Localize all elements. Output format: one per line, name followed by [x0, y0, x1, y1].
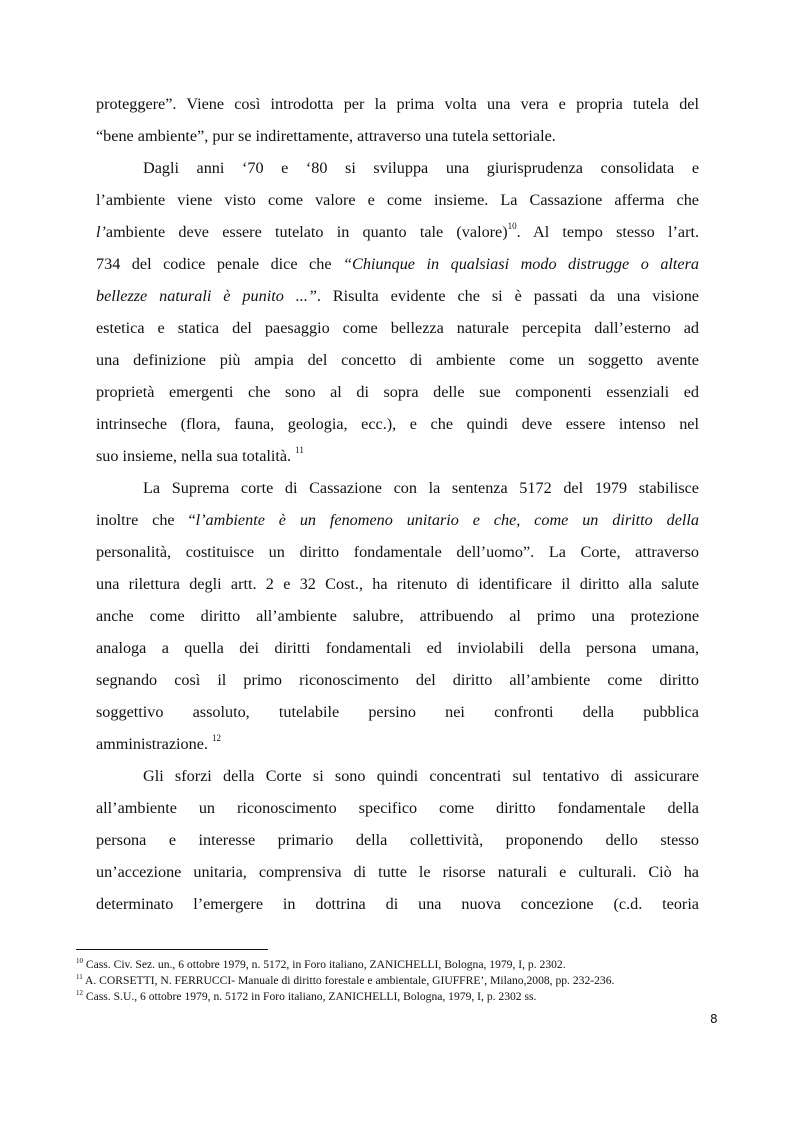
text-line: intrinseche (flora, fauna, geologia, ecc.), e che quindi deve essere intenso nel [96, 415, 699, 433]
footnote-10: $^{10}$ Cass. Civ. Sez. un., 6 ottobre 1979, n. 5172, in Foro italiano, ZANICHELLI, Bologna, 1979, I, p. 2302. [76, 957, 566, 971]
text-line: estetica e statica del paesaggio come bellezza naturale percepita dall’esterno ad [96, 319, 699, 337]
text-line: 734 del codice penale dice che “Chiunque in qualsiasi modo distrugge o altera [96, 255, 699, 273]
footnote-11: $^{11}$ A. CORSETTI, N. FERRUCCI- Manuale di diritto forestale e ambientale, GIUFFRE’, Milano,2008, pp. 232-236. [76, 973, 615, 987]
text-line: segnando così il primo riconoscimento del diritto all’ambiente come diritto [96, 671, 699, 689]
footnote-separator [76, 949, 268, 950]
text-line: all’ambiente un riconoscimento specifico come diritto fondamentale della [96, 799, 699, 817]
footnote-12: $^{12}$ Cass. S.U., 6 ottobre 1979, n. 5172 in Foro italiano, ZANICHELLI, Bologna, 1979, I, p. 2302 ss. [76, 989, 537, 1003]
text-line: l’ambiente deve essere tutelato in quanto tale (valore)$^{10}$. Al tempo stesso l’art. [96, 221, 699, 241]
text-line: personalità, costituisce un diritto fondamentale dell’uomo”. La Corte, attraverso [96, 543, 699, 561]
page-number: 8 [710, 1012, 718, 1026]
text-line: una rilettura degli artt. 2 e 32 Cost., ha ritenuto di identificare il diritto alla salute [96, 575, 699, 593]
text-line: Dagli anni ‘70 e ‘80 si sviluppa una giurisprudenza consolidata e [143, 159, 699, 177]
text-line: soggettivo assoluto, tutelabile persino nei confronti della pubblica [96, 703, 699, 721]
text-line: persona e interesse primario della collettività, proponendo dello stesso [96, 831, 699, 849]
text-line: suo insieme, nella sua totalità. $^{11}$ [96, 445, 304, 465]
text-line: una definizione più ampia del concetto di ambiente come un soggetto avente [96, 351, 699, 369]
text-line: proprietà emergenti che sono al di sopra delle sue componenti essenziali ed [96, 383, 699, 401]
text-line: proteggere”. Viene così introdotta per la prima volta una vera e propria tutela del [96, 95, 699, 113]
text-line: “bene ambiente”, pur se indirettamente, attraverso una tutela settoriale. [96, 127, 556, 145]
text-line: un’accezione unitaria, comprensiva di tutte le risorse naturali e culturali. Ciò ha [96, 863, 699, 881]
text-line: determinato l’emergere in dottrina di una nuova concezione (c.d. teoria [96, 895, 699, 913]
text-line: l’ambiente viene visto come valore e come insieme. La Cassazione afferma che [96, 191, 699, 209]
text-line: analoga a quella dei diritti fondamentali ed inviolabili della persona umana, [96, 639, 699, 657]
text-line: Gli sforzi della Corte si sono quindi concentrati sul tentativo di assicurare [143, 767, 699, 785]
text-line: bellezze naturali è punito ...”. Risulta evidente che si è passati da una visione [96, 287, 699, 305]
text-line: La Suprema corte di Cassazione con la sentenza 5172 del 1979 stabilisce [143, 479, 699, 497]
footnote-ref-12: 12 [211, 733, 221, 743]
footnote-ref-10: 10 [507, 221, 517, 231]
footnote-ref-11: 11 [295, 445, 304, 455]
text-line: amministrazione. $^{12}$ [96, 733, 221, 753]
text-line: inoltre che “l’ambiente è un fenomeno unitario e che, come un diritto della [96, 511, 699, 529]
body-text [96, 88, 699, 920]
text-line: anche come diritto all’ambiente salubre, attribuendo al primo una protezione [96, 607, 699, 625]
